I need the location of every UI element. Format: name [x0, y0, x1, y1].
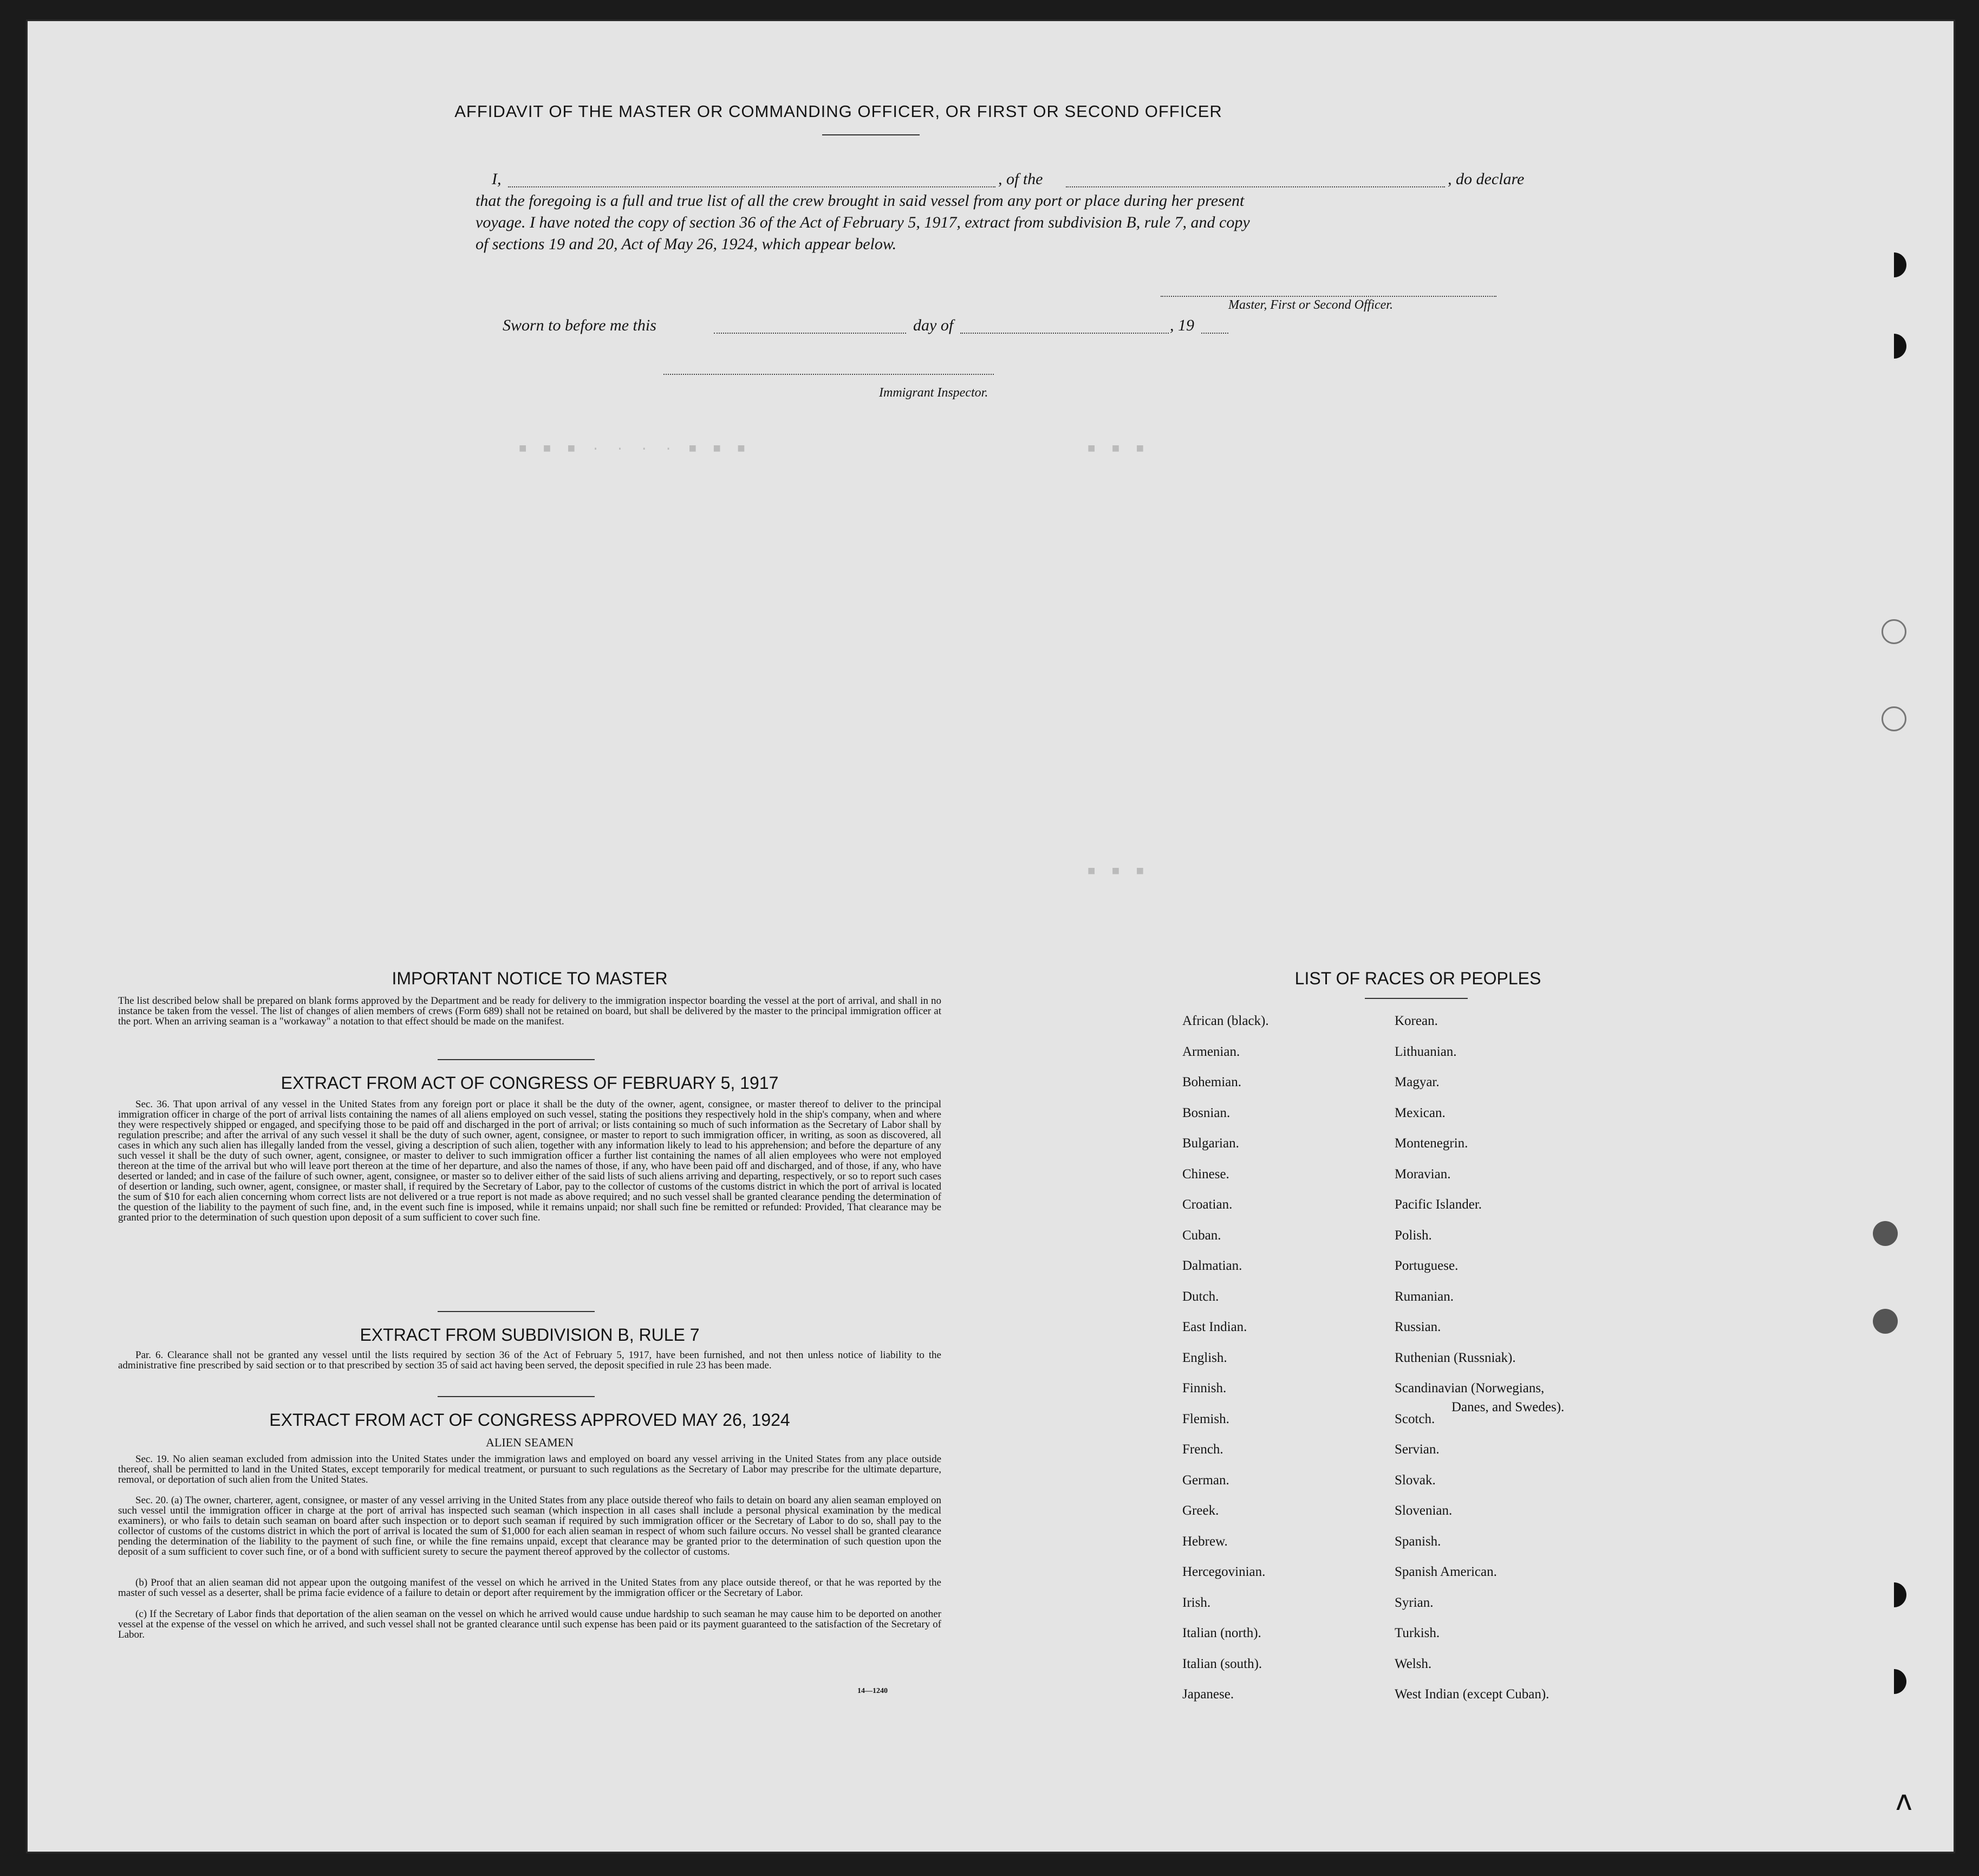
sec19-body: Sec. 19. No alien seaman excluded from admission into the United States under the immigration laws and employed on board any vessel arriving in the United States from any place outside thereof, shall be permitted to land in the United States, except temporarily for medical treatment, or pursuant to such regulations as the Secretary of Labor may prescribe for the ultimate departure, removal, or deportation of such alien from the United States.	[118, 1453, 941, 1485]
sec20a-body: Sec. 20. (a) The owner, charterer, agent, consignee, or master of any vessel arriving in the United States from any place outside thereof who fails to detain on board any alien seaman employed on such vessel until the immigration officer in charge at the port of arrival has inspected such seaman (which inspection in all cases shall include a personal physical examination by the medical examiners), or who fails to detain such seaman on board after such inspection or to deport such seaman if required by such immigration officer or the Secretary of Labor to do so, shall pay to the collector of customs of the customs district in which the port of arrival is located the sum of $1,000 for each alien seaman in respect of whom such failure occurs. No vessel shall be granted clearance pending the determination of the liability to the payment of such fine, or while the fine remains unpaid, except that clearance may be granted prior to the determination of such question upon the deposit of a sum sufficient to cover such fine, or of a bond with sufficient surety to secure the payment thereof approved by the collector of customs.	[118, 1495, 941, 1557]
race-item: Turkish.	[1395, 1626, 1440, 1640]
race-item: Russian.	[1395, 1320, 1441, 1334]
form-number: 14—1240	[857, 1687, 888, 1695]
affidavit-line3: voyage. I have noted the copy of section 36 of the Act of February 5, 1917, extract from subdivision B, rule 7, and copy	[476, 213, 1250, 231]
race-item: German.	[1182, 1472, 1229, 1488]
race-item: Montenegrin.	[1395, 1136, 1468, 1151]
race-item: Irish.	[1182, 1595, 1211, 1610]
binder-hole-1	[1882, 252, 1906, 277]
divider-3	[438, 1396, 595, 1397]
extract-1924-title: EXTRACT FROM ACT OF CONGRESS APPROVED MAY 26, 1924	[269, 1410, 790, 1430]
sworn-month-blank[interactable]	[960, 333, 1169, 334]
race-item: Polish.	[1395, 1228, 1432, 1243]
race-item: English.	[1182, 1350, 1227, 1365]
master-signature-label: Master, First or Second Officer.	[1228, 298, 1393, 312]
race-item: Slovenian.	[1395, 1503, 1453, 1518]
sworn-year-blank[interactable]	[1201, 333, 1228, 334]
race-item: Lithuanian.	[1395, 1044, 1457, 1059]
race-item-scandinavian-cont: Danes, and Swedes).	[1451, 1400, 1565, 1414]
sworn-line	[503, 316, 1261, 338]
bleed-through-marks: ■ ■ ■ · · · · ■ ■ ■	[519, 442, 750, 457]
race-item: Croatian.	[1182, 1197, 1233, 1212]
sec20b-body: (b) Proof that an alien seaman did not appear upon the outgoing manifest of the vessel on which he arrived in the United States from any place outside thereof, or that he was reported by the master of such vessel as a deserter, shall be prima facie evidence of a failure to detain or deport after requirement by the immigration officer or the Secretary of Labor.	[118, 1577, 941, 1599]
divider-1	[438, 1059, 595, 1060]
race-item: Flemish.	[1182, 1411, 1229, 1426]
race-item: Slovak.	[1395, 1472, 1436, 1488]
rule7-title: EXTRACT FROM SUBDIVISION B, RULE 7	[360, 1325, 700, 1345]
rule7-body: Par. 6. Clearance shall not be granted any vessel until the lists required by section 36 of the Act of February 5, 1917, have been furnished, and not then unless notice of liability to the administrative fine prescribed by said section or to that prescribed by section 35 of said act having been served, the deposit specified in rule 23 has been made.	[118, 1349, 941, 1371]
race-item: Japanese.	[1182, 1687, 1234, 1702]
race-item: Ruthenian (Russniak).	[1395, 1350, 1516, 1365]
sworn-label: Sworn to before me this	[503, 316, 656, 334]
binder-hole-4	[1882, 706, 1906, 731]
race-item: Mexican.	[1395, 1105, 1446, 1120]
race-item: East Indian.	[1182, 1320, 1247, 1334]
race-item: West Indian (except Cuban).	[1395, 1687, 1550, 1702]
race-item: Greek.	[1182, 1503, 1219, 1518]
day-of-label: day of	[913, 316, 954, 334]
notice-title: IMPORTANT NOTICE TO MASTER	[392, 969, 668, 988]
race-item: Chinese.	[1182, 1166, 1229, 1182]
race-item: Bosnian.	[1182, 1105, 1231, 1120]
race-item: Moravian.	[1395, 1166, 1451, 1182]
document-sheet	[26, 20, 1955, 1853]
affidavit-line4: of sections 19 and 20, Act of May 26, 1924, which appear below.	[476, 235, 897, 253]
master-signature-line[interactable]	[1161, 296, 1496, 297]
race-item: Italian (south).	[1182, 1656, 1262, 1671]
race-item: Magyar.	[1395, 1075, 1440, 1089]
sworn-day-blank[interactable]	[714, 333, 906, 334]
race-item: French.	[1182, 1442, 1223, 1457]
inspector-label: Immigrant Inspector.	[879, 386, 988, 400]
extract-1917-title: EXTRACT FROM ACT OF CONGRESS OF FEBRUARY 5, 1917	[281, 1073, 779, 1093]
year-label: , 19	[1170, 316, 1194, 334]
vessel-blank[interactable]	[1066, 186, 1445, 187]
race-item: Bulgarian.	[1182, 1136, 1239, 1151]
i-label: I,	[492, 170, 502, 188]
race-item: Rumanian.	[1395, 1289, 1454, 1304]
race-item: Hercegovinian.	[1182, 1565, 1266, 1579]
binder-hole-3	[1882, 619, 1906, 644]
binder-hole-7	[1882, 1582, 1906, 1607]
race-item: Italian (north).	[1182, 1626, 1261, 1640]
bleed-through-marks: ■ ■ ■	[1088, 865, 1149, 879]
race-item: Armenian.	[1182, 1044, 1240, 1059]
title-divider	[822, 134, 920, 135]
race-item: Spanish American.	[1395, 1565, 1497, 1579]
name-blank[interactable]	[508, 186, 995, 187]
of-the-label: , of the	[998, 170, 1043, 188]
race-item: Dutch.	[1182, 1289, 1219, 1304]
race-item: Scotch.	[1395, 1411, 1435, 1426]
race-item: Scandinavian (Norwegians,	[1395, 1381, 1545, 1395]
affidavit-title: AFFIDAVIT OF THE MASTER OR COMMANDING OFFICER, OR FIRST OR SECOND OFFICER	[454, 102, 1222, 121]
sec20c-body: (c) If the Secretary of Labor finds that deportation of the alien seaman on the vessel on which he arrived would cause undue hardship to such seaman he may cause him to be deported on another vessel at the expense of the vessel on which he arrived, and such vessel shall not be granted clearance until such expense has been paid or its payment guaranteed to the satisfaction of the Secretary of Labor.	[118, 1608, 941, 1640]
races-title: LIST OF RACES OR PEOPLES	[1294, 969, 1541, 988]
binder-hole-2	[1882, 334, 1906, 359]
binder-hole-6	[1873, 1309, 1898, 1334]
binder-hole-5	[1873, 1221, 1898, 1246]
race-item: Welsh.	[1395, 1656, 1432, 1671]
race-item: Finnish.	[1182, 1381, 1227, 1395]
race-item: Bohemian.	[1182, 1075, 1242, 1089]
race-item: African (black).	[1182, 1014, 1269, 1028]
do-declare-label: , do declare	[1448, 170, 1525, 188]
race-item: Portuguese.	[1395, 1258, 1459, 1273]
race-item: Servian.	[1395, 1442, 1440, 1457]
corner-mark: ʌ	[1896, 1784, 1912, 1817]
race-item: Cuban.	[1182, 1228, 1221, 1243]
race-item: Pacific Islander.	[1395, 1197, 1482, 1212]
alien-seamen-subtitle: ALIEN SEAMEN	[486, 1436, 574, 1449]
race-item: Hebrew.	[1182, 1534, 1228, 1549]
affidavit-line2: that the foregoing is a full and true list of all the crew brought in said vessel from any port or place during her present	[476, 192, 1245, 210]
extract-1917-body: Sec. 36. That upon arrival of any vessel in the United States from any foreign port or place it shall be the duty of the owner, agent, consignee, or master thereof to deliver to the principal immigration officer in charge of the port of arrival lists containing the names of all aliens employed on such vessel, stating the positions they respectively hold in the ship's company, when and where they were respectively shipped or engaged, and specifying those to be paid off and discharged in the port of arrival; or lists containing so much of such information as the Secretary of Labor shall by regulation prescribe; and after the arrival of any such vessel it shall be the duty of such owner, agent, consignee, or master to report to such immigration officer, in writing, as soon as discovered, all cases in which any such alien has illegally landed from the vessel, giving a description of such alien, together with any information likely to lead to his apprehension; and before the departure of any such vessel it shall be the duty of such owner, agent, consignee, or master to deliver to such immigration officer a further list containing the names of all alien employees who were not employed thereon at the time of the arrival but who will leave port thereon at the time of her departure, and also the names of those, if any, who have been paid off and discharged, and of those, if any, who have deserted or landed; and in case of the failure of such owner, agent, consignee, or master so to deliver either of the said lists of such aliens arriving and departing, respectively, or so to report such cases of desertion or landing, such owner, agent, consignee, or master shall, if required by the Secretary of Labor, pay to the collector of customs of the customs district in which the port of arrival is located the sum of $10 for each alien concerning whom correct lists are not delivered or a true report is not made as above required; and no such vessel shall be granted clearance pending the determination of the question of the liability to the payment of such fine, and, in the event such fine is imposed, while it remains unpaid; nor shall such fine be remitted or refunded: Provided, That clearance may be granted prior to the determination of such question upon deposit of a sum sufficient to cover such fine.	[118, 1099, 941, 1223]
inspector-signature-line[interactable]	[663, 374, 994, 375]
divider-2	[438, 1311, 595, 1312]
notice-body: The list described below shall be prepared on blank forms approved by the Department and be ready for delivery to the immigration inspector boarding the vessel at the port of arrival, and shall in no instance be taken from the vessel. The list of changes of alien members of crews (Form 689) shall not be retained on board, but shall be delivered by the master to the principal immigration officer at the port. When an arriving seaman is a "workaway" a notation to that effect should be made on the manifest.	[118, 995, 941, 1027]
binder-hole-8	[1882, 1669, 1906, 1694]
race-item: Korean.	[1395, 1014, 1438, 1028]
race-item: Syrian.	[1395, 1595, 1434, 1610]
race-item: Spanish.	[1395, 1534, 1441, 1549]
race-item: Dalmatian.	[1182, 1258, 1242, 1273]
affidavit-line1	[470, 170, 1542, 190]
bleed-through-marks: ■ ■ ■	[1088, 442, 1149, 457]
races-divider	[1365, 998, 1468, 999]
